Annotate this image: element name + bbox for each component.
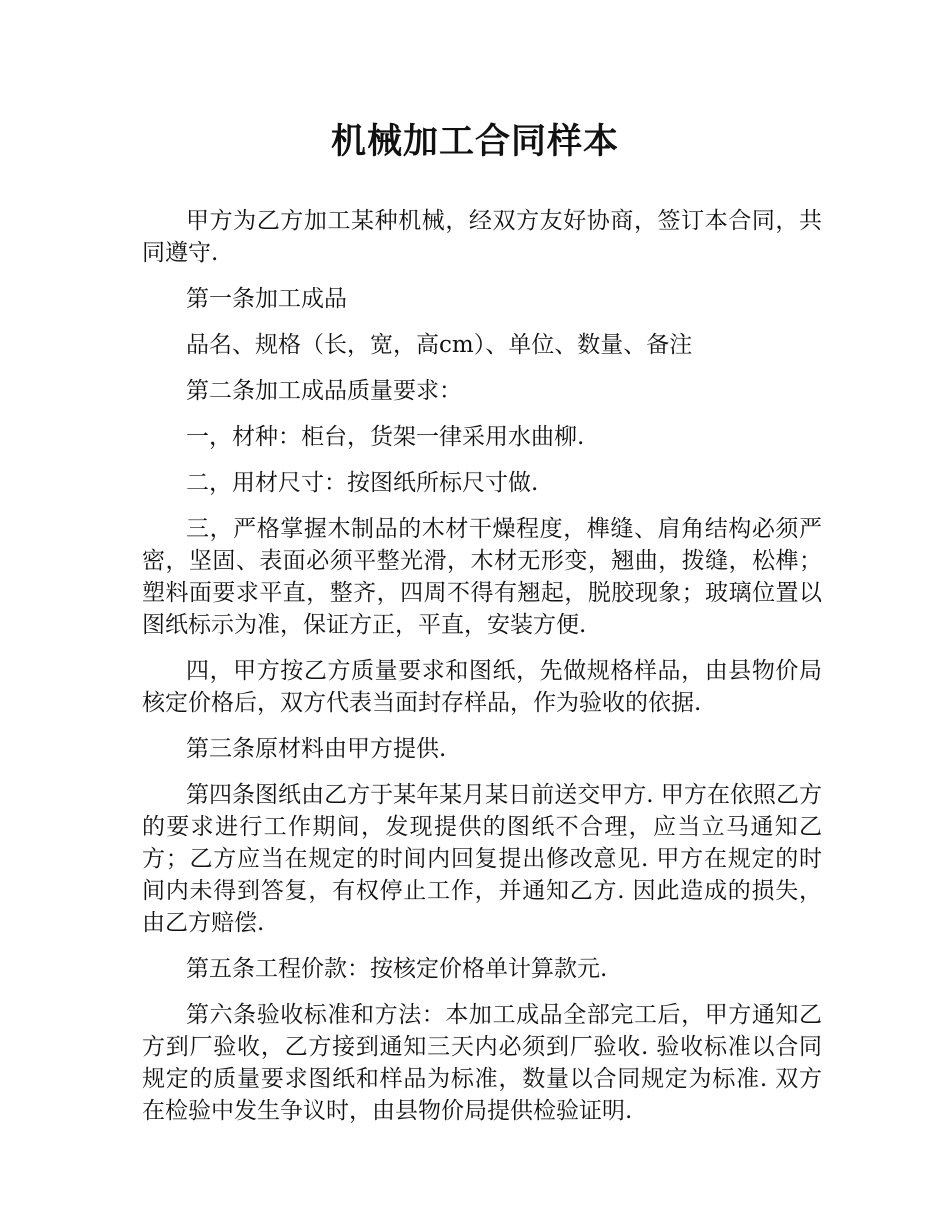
paragraph-article-5: 第五条工程价款：按核定价格单计算款元. [186,956,608,982]
paragraph-article-3: 第三条原材料由甲方提供. [186,736,447,762]
document-title: 机械加工合同样本 [330,122,619,162]
paragraph-item-2: 二，用材尺寸：按图纸所标尺寸做. [186,470,539,496]
paragraph-article-6: 第六条验收标准和方法：本加工成品全部完工后，甲方通知乙方到厂验收，乙方接到通知三天内必须到厂验收. 验收标准以合同规定的质量要求图纸和样品为标准，数量以合同规定为标准. 双方在检验中发生争议时，由县物价局提供检验证明. [142,1002,822,1124]
paragraph-item-3: 三，严格掌握木制品的木材干燥程度，榫缝、肩角结构必须严密，坚固、表面必须平整光滑，木材无形变，翘曲，拨缝，松榫；塑料面要求平直，整齐，四周不得有翘起，脱胶现象；玻璃位置以图纸标示为准，保证方正，平直，安装方便. [142,516,822,638]
paragraph-product-fields: 品名、规格（长，宽，高cm）、单位、数量、备注 [186,332,693,358]
paragraph-article-1: 第一条加工成品 [186,286,347,312]
paragraph-item-1: 一，材种：柜台，货架一律采用水曲柳. [186,424,585,450]
paragraph-article-4: 第四条图纸由乙方于某年某月某日前送交甲方. 甲方在依照乙方的要求进行工作期间，发现提供的图纸不合理，应当立马通知乙方；乙方应当在规定的时间内回复提出修改意见. 甲方在规定的时间内未得到答复，有权停止工作，并通知乙方. 因此造成的损失，由乙方赔偿. [142,782,822,936]
paragraph-intro: 甲方为乙方加工某种机械，经双方友好协商，签订本合同，共同遵守. [142,208,822,266]
document-body [142,205,822,1141]
paragraph-item-4: 四，甲方按乙方质量要求和图纸，先做规格样品，由县物价局核定价格后，双方代表当面封存样品，作为验收的依据. [142,658,822,716]
paragraph-article-2: 第二条加工成品质量要求： [186,378,462,404]
